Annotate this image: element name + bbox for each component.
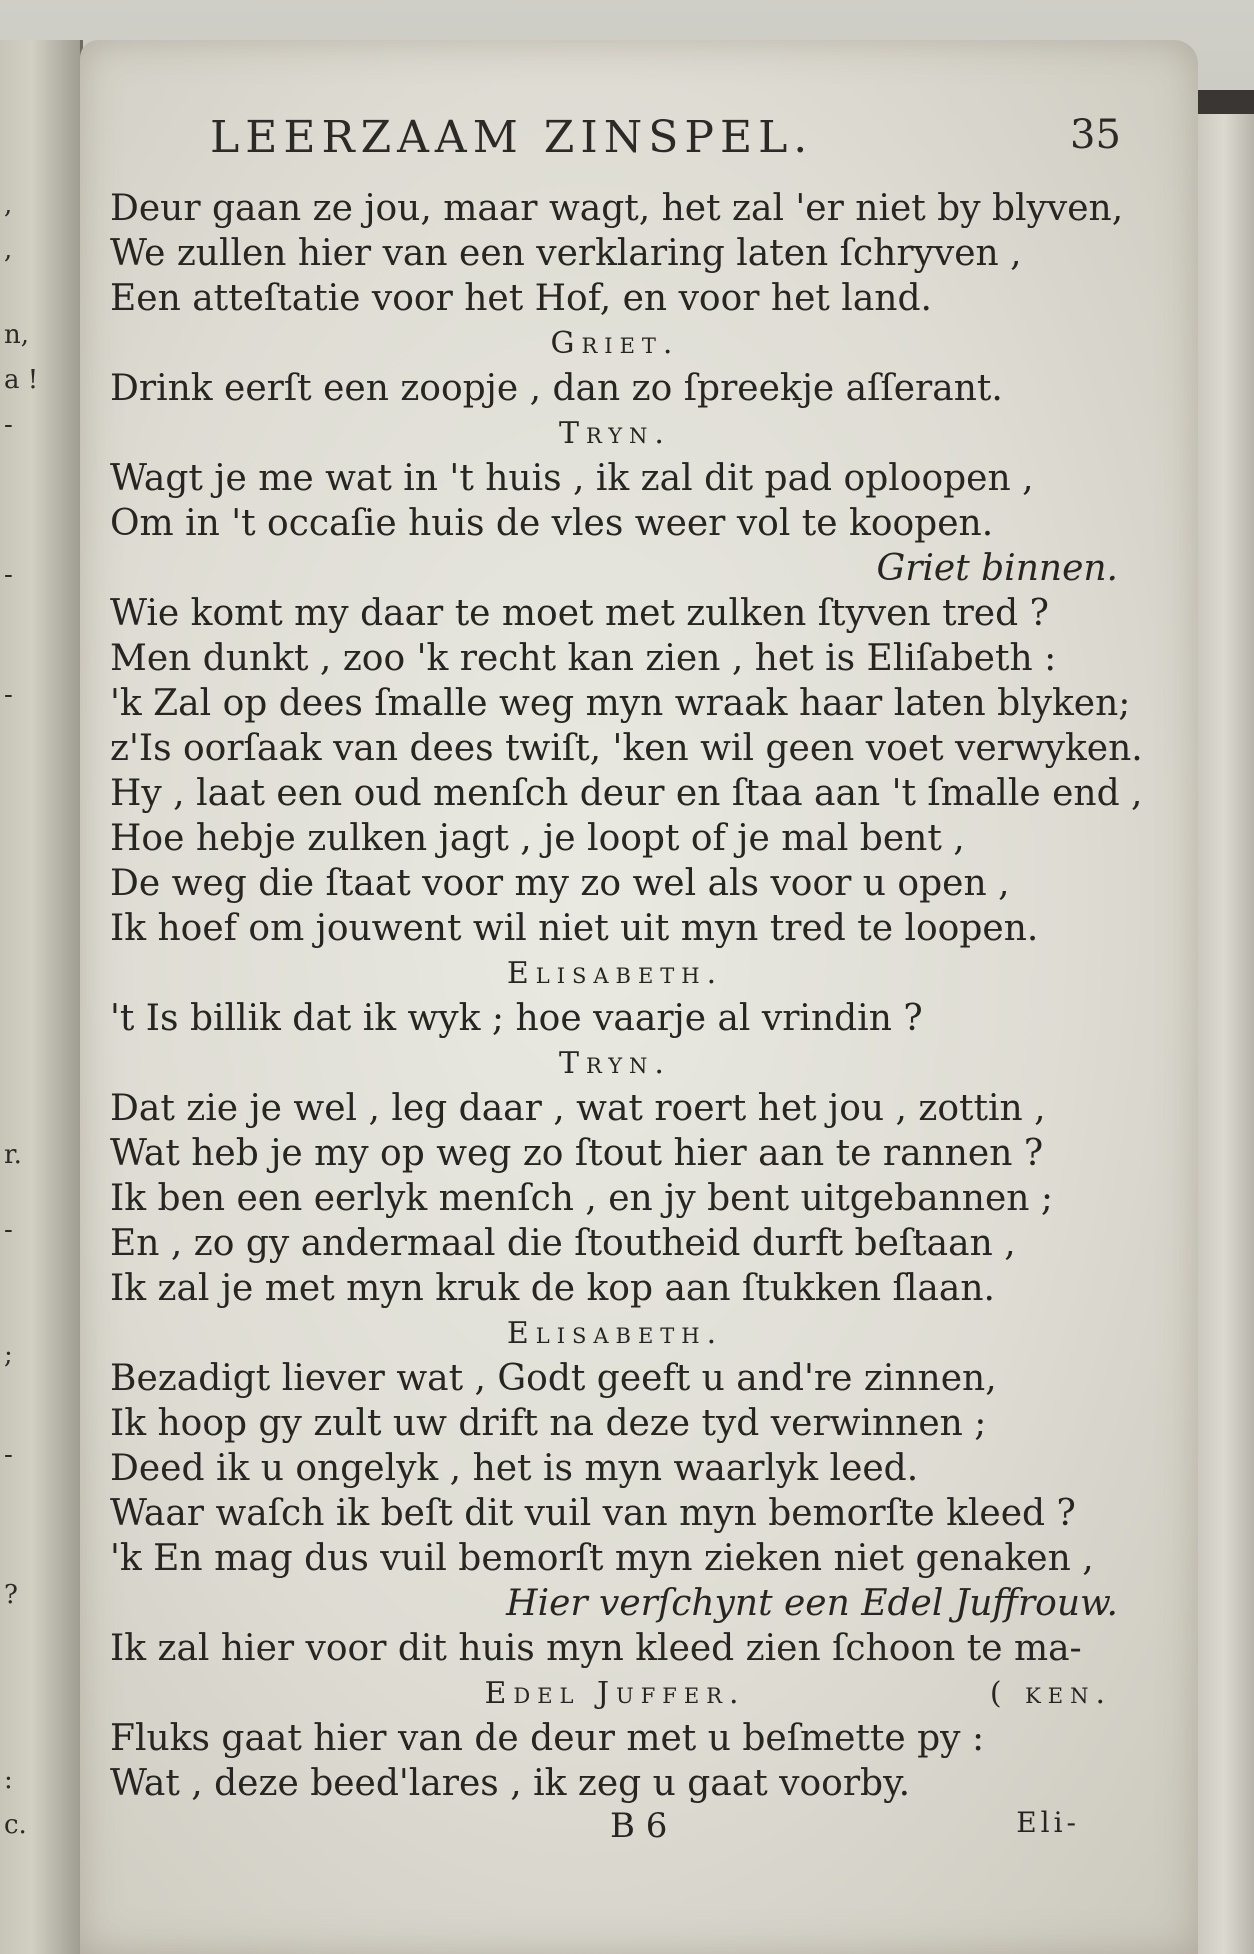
speaker-name: Elisabeth. <box>506 956 724 991</box>
margin-fragment: , <box>4 190 13 220</box>
speaker-name: Tryn. <box>559 1046 671 1081</box>
margin-fragment: ? <box>4 1580 18 1610</box>
page-header <box>130 112 1121 172</box>
facing-page-edge <box>0 40 83 1954</box>
running-title: LEERZAAM ZINSPEL. <box>210 112 814 163</box>
margin-fragment: - <box>4 410 13 440</box>
verse-line: Drink eerſt een zoopje , dan zo ſpreekje aſſerant. <box>110 368 1003 409</box>
book-cover-edge <box>1194 90 1254 114</box>
margin-fragment: - <box>4 560 13 590</box>
speaker-name: Griet. <box>550 326 680 361</box>
margin-fragment: - <box>4 680 13 710</box>
margin-fragment: ; <box>4 1340 13 1370</box>
verse-line: Ik zal hier voor dit huis myn kleed zien ſchoon te ma- <box>110 1628 1082 1669</box>
margin-fragment: - <box>4 1215 13 1245</box>
catchword: Eli- <box>1016 1806 1080 1839</box>
page-footer <box>110 1806 1120 1851</box>
verse-text <box>110 186 1143 1851</box>
verse-line: 't Is billik dat ik wyk ; hoe vaarje al vrindin ? <box>110 998 923 1039</box>
verse-line: Waar waſch ik beſt dit vuil van myn bemorſte kleed ? <box>110 1493 1076 1534</box>
signature-mark: B 6 <box>610 1806 668 1846</box>
margin-fragment: a ! <box>4 365 39 395</box>
verse-line: Ik hoop gy zult uw drift na deze tyd verwinnen ; <box>110 1403 987 1444</box>
verse-line: z'Is oorſaak van dees twiſt, 'ken wil geen voet verwyken. <box>110 728 1143 769</box>
speaker-line <box>110 1671 1120 1716</box>
verse-line: 'k Zal op dees ſmalle weg myn wraak haar laten blyken; <box>110 683 1131 724</box>
verse-line: Wie komt my daar te moet met zulken ſtyven tred ? <box>110 593 1049 634</box>
verse-line: Ik hoef om jouwent wil niet uit myn tred te loopen. <box>110 908 1039 949</box>
verse-line: Om in 't occaſie huis de vles weer vol te koopen. <box>110 503 994 544</box>
verse-line: Deed ik u ongelyk , het is myn waarlyk leed. <box>110 1448 919 1489</box>
verse-line: Ik zal je met myn kruk de kop aan ſtukken ſlaan. <box>110 1268 995 1309</box>
verse-line: Ik ben een eerlyk menſch , en jy bent uitgebannen ; <box>110 1178 1054 1219</box>
verse-line: Men dunkt , zoo 'k recht kan zien , het is Eliſabeth : <box>110 638 1057 679</box>
verse-line: Deur gaan ze jou, maar wagt, het zal 'er niet by blyven, <box>110 188 1124 229</box>
stage-direction: Griet binnen. <box>876 548 1118 589</box>
speaker-name: Tryn. <box>559 416 671 451</box>
verse-line: We zullen hier van een verklaring laten ſchryven , <box>110 233 1022 274</box>
verse-line: Wat heb je my op weg zo ſtout hier aan te rannen ? <box>110 1133 1044 1174</box>
margin-fragment: r. <box>4 1140 22 1170</box>
verse-line: Hy , laat een oud menſch deur en ſtaa aan 't ſmalle end , <box>110 773 1143 814</box>
page-number: 35 <box>1070 112 1121 158</box>
stage-direction: Hier verſchynt een Edel Juffrouw. <box>506 1583 1118 1624</box>
verse-line: Wagt je me wat in 't huis , ik zal dit pad oploopen , <box>110 458 1034 499</box>
verse-line: De weg die ſtaat voor my zo wel als voor u open , <box>110 863 1010 904</box>
verse-line: Een atteſtatie voor het Hof, en voor het land. <box>110 278 932 319</box>
verse-line: Dat zie je wel , leg daar , wat roert het jou , zottin , <box>110 1088 1046 1129</box>
verse-line: Wat , deze beed'lares , ik zeg u gaat voorby. <box>110 1763 911 1804</box>
speaker-name: Elisabeth. <box>506 1316 724 1351</box>
page-block-edge <box>1194 90 1254 1954</box>
margin-fragment: : <box>4 1765 13 1795</box>
margin-fragment: n, <box>4 320 30 350</box>
verse-line: Fluks gaat hier van de deur met u beſmette py : <box>110 1718 985 1759</box>
verse-continuation: ( ken. <box>989 1676 1112 1711</box>
verse-line: Bezadigt liever wat , Godt geeft u and're zinnen, <box>110 1358 997 1399</box>
margin-fragment: , <box>4 235 13 265</box>
margin-fragment: - <box>4 1440 13 1470</box>
verse-line: 'k En mag dus vuil bemorſt myn zieken niet genaken , <box>110 1538 1094 1579</box>
margin-fragment: c. <box>4 1810 27 1840</box>
verse-line: Hoe hebje zulken jagt , je loopt of je mal bent , <box>110 818 965 859</box>
verse-line: En , zo gy andermaal die ſtoutheid durft beſtaan , <box>110 1223 1016 1264</box>
speaker-name: Edel Juffer. <box>484 1676 746 1711</box>
